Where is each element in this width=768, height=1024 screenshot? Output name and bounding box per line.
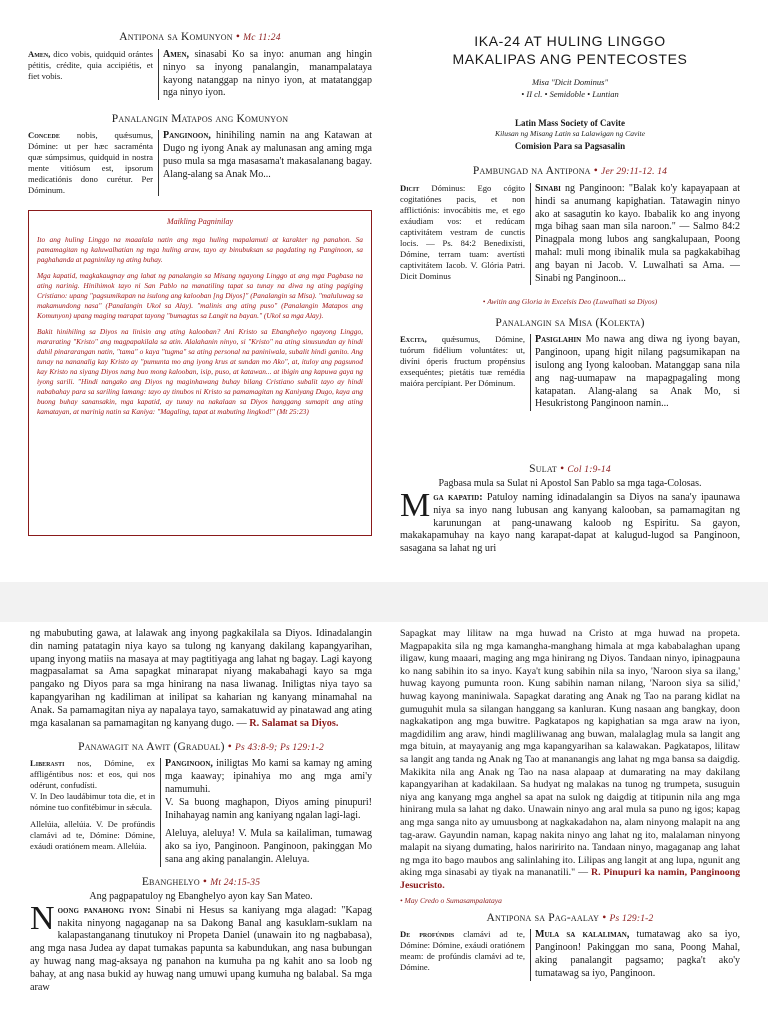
postcommunion-heading [28,112,372,126]
reflection-title: Maikling Pagninilay [167,217,233,227]
postcommunion-tagalog: Panginoon, hinihiling namin na ang Katawan at Dugo ng iyong Anak ay malunasan ang aming mga puso mula sa mga masasama't makasalanang bagay. Alang-alang sa Anak Mo... [158,130,372,196]
page-title: IKA-24 AT HULING LINGGO MAKALIPAS ANG PENTECOSTES [452,33,688,67]
introit-heading: Pambungad na Antipona • Jer 29:11-12. 14 [472,165,668,177]
offertory-latin: De profúndis clamávi ad te, Dómine: Dómine, exáudi oratiónem meam: de profúndis clamávi ad te, Dómine. [400,929,525,973]
mass-name: Misa "Dicit Dominus" [531,77,609,87]
gloria-note: • Awitin ang Gloria in Excelsis Deo (Luwalhati sa Diyos) [482,297,658,307]
epistle-text: M ga kapatid: Patuloy naming idinadalangin sa Diyos na sana'y ipaunawa niya sa inyo nang lubusan ang kanyang kalooban, sa pamamagitan ng karunungan at pang-unawang kaloob ng Espiritu. Sa gayon, makakapamuhay na kayo nang karapat-dapat at kalugud-lugod sa Panginoon, sasagana sa lahat ng uri [400,492,740,555]
right-column [400,628,740,981]
collect-latin: Excita, quǽsumus, Dómine, tuórum fidélium voluntátes: ut, divíni óperis fructum propénsius exsequéntes; pietátis tuæ remédia maióra percípiant. Per Dóminum. [400,334,525,389]
reflection-paragraph: Ito ang huling Linggo na maaalala natin ang mga huling mapalamuti at karakter ng panahon. Sa pamamagitan ng kaluwalhatian ng mga huling araw, tayo ay binubuksan sa pagdating ng Panginoon, sa paghahanda at pagninilay ng ating buhay. [37,235,363,265]
postcommunion-latin: Concede nobis, quǽsumus, Dómine: ut per hæc sacraménta quæ súmpsimus, quidquid in nostra mente vitiósum est, ipsorum medicatiónis dono curétur. Per Dóminum. [28,130,153,196]
offertory-ref: Ps 129:1-2 [609,914,654,925]
gospel-heading: Ebanghelyo • Mt 24:15-35 [141,875,261,888]
postcommunion-title: Panalangin Matapos ang Komunyon [111,113,289,126]
epistle-intro: Pagbasa mula sa Sulat ni Apostol San Pablo sa mga taga-Colosas. [438,478,702,489]
gospel-continuation: Sapagkat may lilitaw na mga huwad na Cristo at mga huwad na propeta. Magpapakita sila ng mga kamangha-manghang himala at mga kababalaghan upang iligaw, kung maaari, maging ang mga hinirang ng Diyos. Tandaan ninyo, ipinagpauna ko nang sabihin ito sa inyo. Kaya't kung sabihin nila sa inyo, 'Naroon siya sa ilang,' huwag kayong pumunta roon. Kung sabihin naman nilang, 'Naroon siya sa silid,' huwag kayong maniniwala. Sapagkat darating ang Anak ng Tao na parang kidlat na gumuguhit mula sa silangan hanggang sa kanluran. Kung nasaan ang bangkay, doon nagkakatipon ang mga buwitre. Pagkatapos ng kapighatian sa mga araw na iyon, magdidilim ang araw, hindi magliliwanag ang buwan, malalaglag mula sa langit ang mga bituin, at mayayanig ang mga kapangyarihan sa kalawakan. Pagkatapos, lilitaw sa langit ang tanda ng Anak ng Tao at mananangis ang lahat ng mga bansa sa daigdig. Makikita nila ang Anak ng Tao na nasa alapaap at dumarating na may dakilang kapangyarihan at kadakilaan. Sa hudyat ng malakas na tunog ng trumpeta, susuguin niya ang kanyang mga anghel sa apat na sulok ng daigdig at titipunin nila ang mga hinirang mula sa lahat ng dako. Unawain ninyo ang aral mula sa puno ng igos; kapag ang mga sanga nito ay umuusbong at nagkakadahon na, alam ninyong malapit na ang tag-araw. Gayundin naman, kapag nakita ninyo ang lahat ng ito, malalaman ninyong malapit na siyang dumating, halos nariririto na. Tandaan ninyo, magaganap ang lahat ng mga ito bago maubos ang salinlahing ito. Lilipas ang langit at ang lupa, ngunit ang aking mga sinasabi ay tiyak na mananatili." — R. Pinupuri ka namin, Panginoong Jesucristo. [400,628,740,891]
page-two [0,622,768,1024]
reflection-paragraph: Mga kapatid, magkakaugnay ang lahat ng panalangin sa Misang ngayong Linggo at ang mga Pagbasa na ating narinig. Hinihimok tayo ni San Pablo na manatiling tapat sa tunay na diwa ng ating pagiging Cristiano: upang "pagsumikapan na isulong ang kalooban [ng Diyos]" (Panalangin sa Misa). "maluluwag sa makamundong nasa" (Panalangin Ukol sa Alay). "malinis ang ating puso" (Panalangin Matapos ang Komunyon) upang maging marapat tayong "bumagtas sa Langit na bayan." (Ukol sa mga Alay). [37,271,363,321]
introit-title: Pambungad na Antipona [472,165,591,177]
gospel-ref: Mt 24:15-35 [210,877,261,888]
offertory-title: Antipona sa Pag-aalay [486,912,600,925]
gradual-title: Panawagit na Awit (Gradual) [78,741,225,754]
drop-cap: M [400,492,431,524]
drop-cap: N [30,899,55,937]
communion-tagalog: Amen, sinasabi Ko sa inyo: anuman ang hingin ninyo sa inyong panalangin, manampalataya kayong natanggap na ninyo iyon, at matatanggap nga ninyo iyon. [158,49,372,100]
credo-note: • May Credo o Sumasampalataya [400,896,502,906]
commission-name: Comision Para sa Pagsasalin [514,141,626,151]
reflection-paragraph: Bakit hinihiling sa Diyos na linisin ang ating kalooban? Ani Kristo sa Ebanghelyo ngayong Linggo, mararating "Kristo" ang magpapakilala sa atin. Alalahanin ninyo, si "Kristo" na ating sinusundan ay hindi dahil pinararangan natin, "tama" o kaya "tugma" sa ating personal na paniniwala, subalit hindi ganito. Ang tunay na nananalig kay Kristo ay "pumunta mo ang iyong krus at sundan mo Ako", at, ituloy ang pagsunod kay Kristo na siyang Diyos nang buo mong kalooban, isip, puso, at katawan... at ibigin ang kapuwa gaya ng iyong sarili. "Hindi nangako ang Diyos ng maginhawang buhay bilang Cristiano subalit tayo ay hindi nababahay para sa sariling lamang: tayo ay tinubos ni Kristo sa pamamagitan ng Kaniyang Dugo, kaya ang buong buhay sanansakin, mga kapatid, ay tunay na nakalaan sa Diyos hanggang sumapit ang ating kamatayan, at marinig natin sa Kaniya: "Magaling, tapat at mabuting lingkod!" (Mt 25:23) [37,327,363,417]
gradual-bilingual [30,758,372,866]
communion-ref: Mc 11:24 [243,33,281,43]
gospel-response: R. Pinupuri ka namin, Panginoong Jesucristo. [400,867,740,891]
org-subtitle: Kilusan ng Misang Latin sa Lalawigan ng Cavite [495,129,645,138]
collect-heading [400,316,740,330]
epistle-continuation: ng mabubuting gawa, at lalawak ang inyong pagkakilala sa Diyos. Idinadalangin din naming patatagin niya kayo sa tulong ng kanyang dakilang kapangyarihan, upang inyong matiis na masaya at may pagtitiyaga ang lahat ng bagay. Lagi kayong magpasalamat sa Ama sapagkat minarapat niyang makabahagi kayo sa mga pangako ng Diyos para sa mga hinirang na nasa liwanag. Iniligtas niya tayo sa kapangyarihan ng kadiliman at inilipat sa kaharian ng kanyang minamahal na Anak. Sa pamamagitan niya ay napalaya tayo, samakatuwid ay pinatawad ang ating mga kasalanan sa pamamagitan ng kanyang dugo. — R. Salamat sa Diyos. [30,628,372,729]
collect-tagalog: Pasiglahin Mo nawa ang diwa ng iyong bayan, Panginoon, upang higit nilang pagsumikapan na isulong ang Iyong kalooban. Matanggap sana nila ang nag-uumapaw na mapagpagaling mong katapatan. Alang-alang sa Anak Mo, si Hesukristong Panginoon namin... [530,334,740,411]
mass-rank: • II cl. • Semidoble • Luntian [521,89,619,99]
epistle-title: Sulat [529,463,557,475]
gospel-title: Ebanghelyo [141,875,200,888]
left-column [28,30,372,536]
collect-title: Panalangin sa Misa (Kolekta) [495,317,645,330]
org-name: Latin Mass Society of Cavite [515,118,625,128]
epistle-heading-block [400,462,740,490]
offertory-bilingual [400,929,740,980]
gradual-latin: Liberasti nos, Dómine, ex affligéntibus nos: et eos, qui nos odérunt, confudísti. V. In Deo laudábimur tota die, et in nómine tuo confitébimur in sǽcula. Allelúia, allelúia. V. De profúndis clamávi ad te, Dómine: Dómine, exáudi oratiónem meam. Allelúia. [30,758,155,852]
epistle-ref: Col 1:9-14 [567,465,611,475]
left-column [30,628,372,994]
introit-latin: Dicit Dóminus: Ego cógito cogitatiónes pacis, et non afflictiónis: invocábitis me, et ego exáudiam vos: et redúcam captivitátem vestram de cunctis locis. — Ps. 84:2 Benedixísti, Dómine, terram tuam: avertísti captivitátem Iacob. V. Glória Patri. Dicit Dominus [400,183,525,281]
introit-tagalog: Sinabi ng Panginoon: "Balak ko'y kapayapaan at hindi sa anumang kapighatian. Tatawagin ninyo ako at sasagutin ko kayo. Ibabalik ko ang inyong mga bihag saan man sila naroon." — Salmo 84:2 Pinagpala mong lubos ang sangkalupaan, Poong mahal: muli mong ibinalik mula sa pagkakabihag ang bayan ni Jacob. V. Luwalhati sa Ama. — Sinabi ng Panginoon... [530,183,740,285]
collect-bilingual [400,334,740,411]
epistle-heading: Sulat • Col 1:9-14 [529,463,611,475]
offertory-tagalog: Mula sa kalaliman, tumatawag ako sa iyo, Panginoon! Pakinggan mo sana, Poong Mahal, aking panalangit pagsamo; pagka't ako'y tumatawag sa iyo, Panginoon. [530,929,740,980]
gospel-text: N oong panahong iyon: Sinabi ni Hesus sa kaniyang mga alagad: "Kapag nakita ninyong nagaganap na sa Dakong Banal ang kasuklam-suklam na kalapastanganang tinutukoy ni Propeta Daniel (unawain ito ng nagbabasa), ang mga nasa Judea ay dapat tumakas papunta sa kabundukan, ang nasa bubungan ay huwag nang mag-aksaya ng panahon na kumuha pa ng kahit ano sa loob ng bahay, at ang nasa bukid ay huwag nang umuwi upang kumuha ng balabal. Sa mga araw [30,899,372,993]
offertory-heading: Antipona sa Pag-aalay • Ps 129:1-2 [486,912,654,925]
postcommunion-bilingual [28,130,372,196]
introit-ref: Jer 29:11-12. 14 [601,167,668,177]
gradual-heading: Panawagit na Awit (Gradual) • Ps 43:8-9; Ps 129:1-2 [78,741,324,754]
communion-title: Antipona sa Komunyon [119,31,233,43]
communion-bilingual [28,49,372,100]
gospel-intro: Ang pagpapatuloy ng Ebanghelyo ayon kay San Mateo. [89,890,313,902]
gradual-ref: Ps 43:8-9; Ps 129:1-2 [235,743,324,754]
introit-bilingual [400,183,740,285]
right-column [400,32,740,411]
epistle-response: R. Salamat sa Diyos. [249,717,339,729]
communion-latin: Amen, dico vobis, quidquid orántes pétitis, crédite, quia accipiétis, et fiet vobis. [28,49,153,81]
reflection-box [28,210,372,536]
gradual-tagalog: Panginoon, iniligtas Mo kami sa kamay ng aming mga kaaway; ipinahiya mo ang mga ami'y namumuhi. V. Sa buong maghapon, Diyos aming pinupuri! Inihahayag namin ang kaniyang ngalan lagi-lagi. Aleluya, aleluya! V. Mula sa kailaliman, tumawag ako sa iyo, Panginoon. Panginoon, pakinggan Mo sana ang aking panalangin. Aleluya. [160,758,372,866]
page-gap [0,582,768,622]
communion-heading: Antipona sa Komunyon • Mc 11:24 [119,31,281,43]
